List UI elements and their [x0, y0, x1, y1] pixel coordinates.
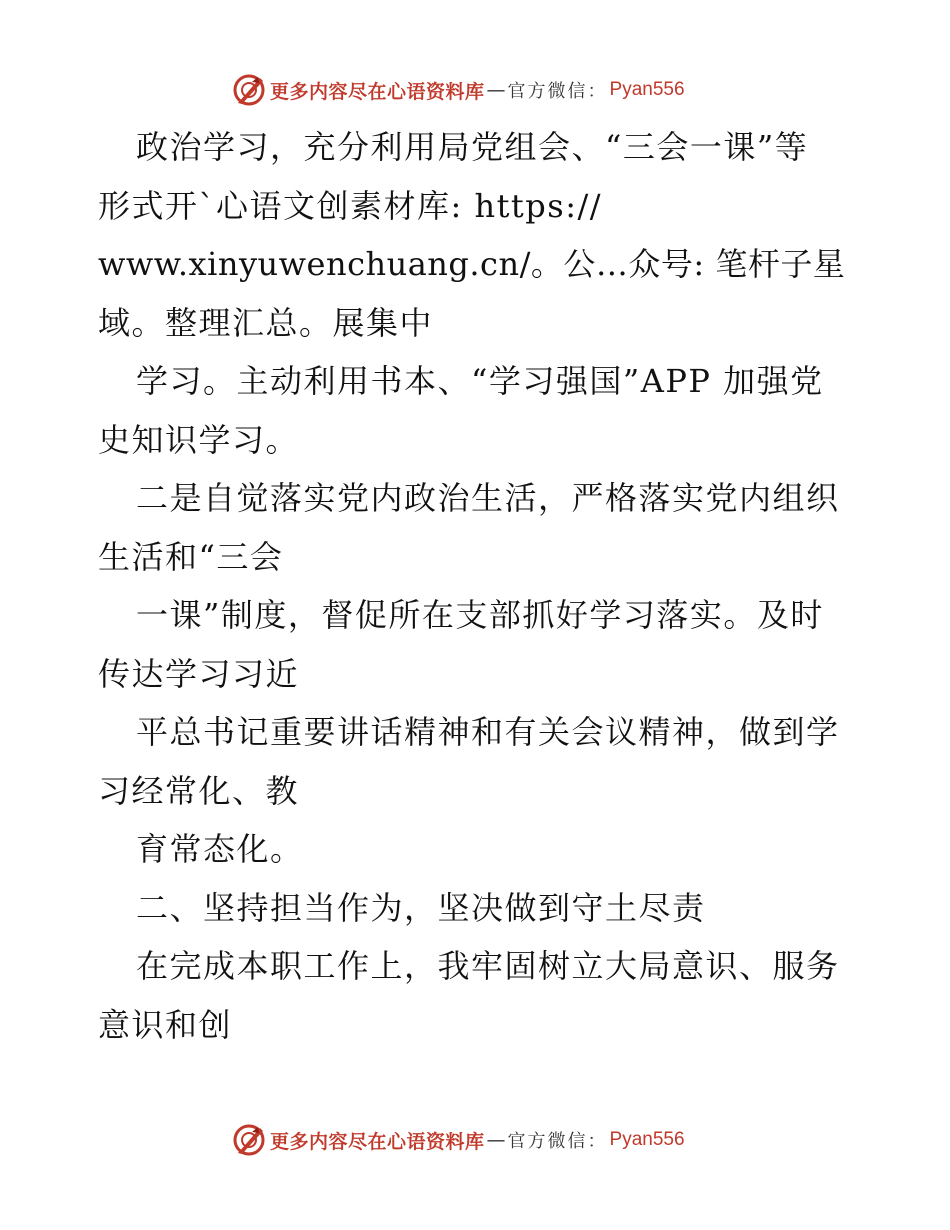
watermark-wechat-id: Pyan556: [609, 79, 685, 100]
document-body: [98, 118, 858, 1054]
body-line: 传达学习习近: [98, 654, 300, 693]
body-line: www.xinyuwenchuang.cn/。公…众号: 笔杆子星: [98, 245, 846, 283]
body-line: 平总书记重要讲话精神和有关会议精神，做到学: [136, 713, 840, 751]
section-heading: 二、坚持担当作为，坚决做到守土尽责: [136, 888, 706, 927]
watermark-brand-text: 更多内容尽在心语资料库: [270, 1130, 485, 1153]
body-line: 域。整理汇总。展集中: [98, 303, 434, 342]
watermark-official-label: 官方微信：: [507, 1131, 608, 1152]
body-line: 育常态化。: [136, 830, 304, 868]
quill-circle-icon: [232, 1123, 266, 1157]
header-watermark: [232, 72, 685, 108]
quill-circle-icon: [232, 73, 266, 107]
body-line: 政治学习，充分利用局党组会、“三会一课”等: [136, 128, 809, 166]
watermark-brand-text: 更多内容尽在心语资料库: [270, 80, 485, 103]
body-line: 二是自觉落实党内政治生活，严格落实党内组织: [136, 479, 840, 517]
body-line: 意识和创: [98, 1005, 233, 1044]
body-line: 史知识学习。: [98, 420, 300, 459]
watermark-dash: —: [486, 79, 506, 101]
body-line: 习经常化、教: [98, 771, 300, 810]
watermark-dash: —: [486, 1129, 506, 1151]
footer-watermark: [232, 1122, 685, 1158]
body-line: 一课”制度，督促所在支部抓好学习落实。及时: [136, 596, 824, 634]
body-line: 形式开`心语文创素材库: https://: [98, 186, 603, 225]
watermark-official-label: 官方微信：: [507, 81, 608, 102]
body-line: 学习。主动利用书本、“学习强国”APP 加强党: [136, 362, 824, 400]
body-line: 生活和“三会: [98, 537, 284, 576]
watermark-wechat-id: Pyan556: [609, 1129, 685, 1150]
body-line: 在完成本职工作上，我牢固树立大局意识、服务: [136, 947, 840, 985]
